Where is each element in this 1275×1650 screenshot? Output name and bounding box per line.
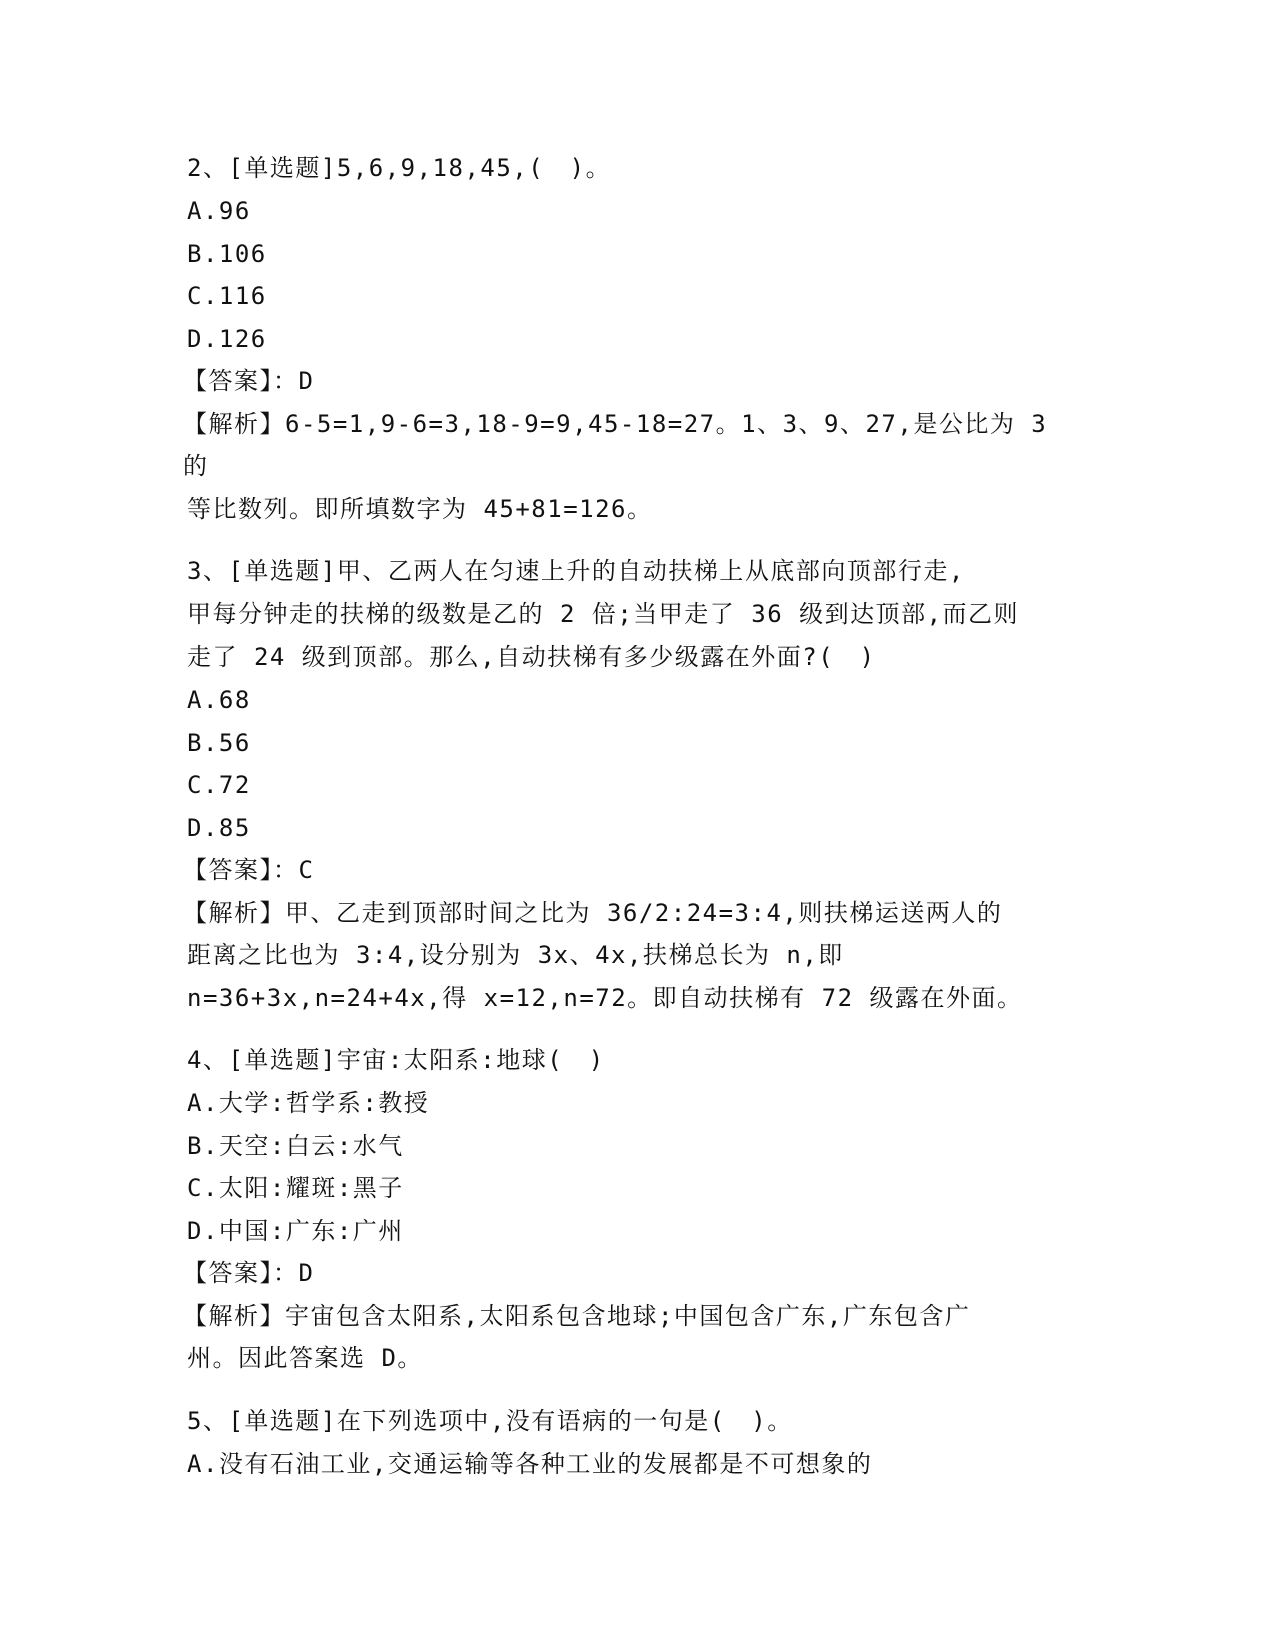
analysis-line: 【解析】甲、乙走到顶部时间之比为 36/2:24=3:4,则扶梯运送两人的: [183, 898, 1003, 927]
answer-line: 【答案】：D: [183, 367, 315, 395]
question-stem: 5、[单选题]在下列选项中,没有语病的一句是( )。: [187, 1406, 793, 1435]
question-stem: 走了 24 级到顶部。那么,自动扶梯有多少级露在外面?( ): [187, 643, 876, 671]
option-a: A.没有石油工业,交通运输等各种工业的发展都是不可想象的: [187, 1449, 873, 1478]
analysis-line: n=36+3x,n=24+4x,得 x=12,n=72。即自动扶梯有 72 级露在外面。: [187, 983, 1023, 1012]
option-c: C.太阳:耀斑:黑子: [187, 1174, 404, 1202]
option-c: C.72: [187, 771, 251, 799]
option-a: A.大学:哲学系:教授: [187, 1089, 430, 1117]
question-5: [187, 1400, 1087, 1486]
option-b: B.56: [187, 728, 251, 757]
answer-line: 【答案】：C: [183, 856, 315, 884]
analysis-line: 【解析】6-5=1,9-6=3,18-9=9,45-18=27。1、3、9、27,是公比为 3 的: [183, 409, 1064, 480]
option-b: B.106: [187, 239, 267, 268]
analysis-line: 距离之比也为 3:4,设分别为 3x、4x,扶梯总长为 n,即: [187, 941, 844, 969]
question-3: [183, 550, 1087, 1019]
question-list: [183, 147, 1087, 1485]
question-stem: 3、[单选题]甲、乙两人在匀速上升的自动扶梯上从底部向顶部行走,: [187, 557, 965, 585]
question-stem: 2、[单选题]5,6,9,18,45,( )。: [187, 154, 612, 182]
option-c: C.116: [187, 282, 267, 310]
option-d: D.126: [187, 324, 267, 353]
option-a: A.96: [187, 197, 251, 225]
analysis-line: 州。因此答案选 D。: [187, 1344, 423, 1372]
option-a: A.68: [187, 686, 251, 714]
question-stem: 4、[单选题]宇宙:太阳系:地球( ): [187, 1046, 605, 1074]
option-b: B.天空:白云:水气: [187, 1131, 404, 1160]
option-d: D.中国:广东:广州: [187, 1216, 404, 1245]
question-4: [183, 1039, 1087, 1380]
analysis-line: 【解析】宇宙包含太阳系,太阳系包含地球;中国包含广东,广东包含广: [183, 1301, 971, 1330]
option-d: D.85: [187, 813, 251, 842]
question-2: [183, 147, 1087, 530]
analysis-line: 等比数列。即所填数字为 45+81=126。: [187, 494, 653, 523]
answer-line: 【答案】：D: [183, 1259, 315, 1287]
question-stem: 甲每分钟走的扶梯的级数是乙的 2 倍;当甲走了 36 级到达顶部,而乙则: [187, 600, 1020, 628]
